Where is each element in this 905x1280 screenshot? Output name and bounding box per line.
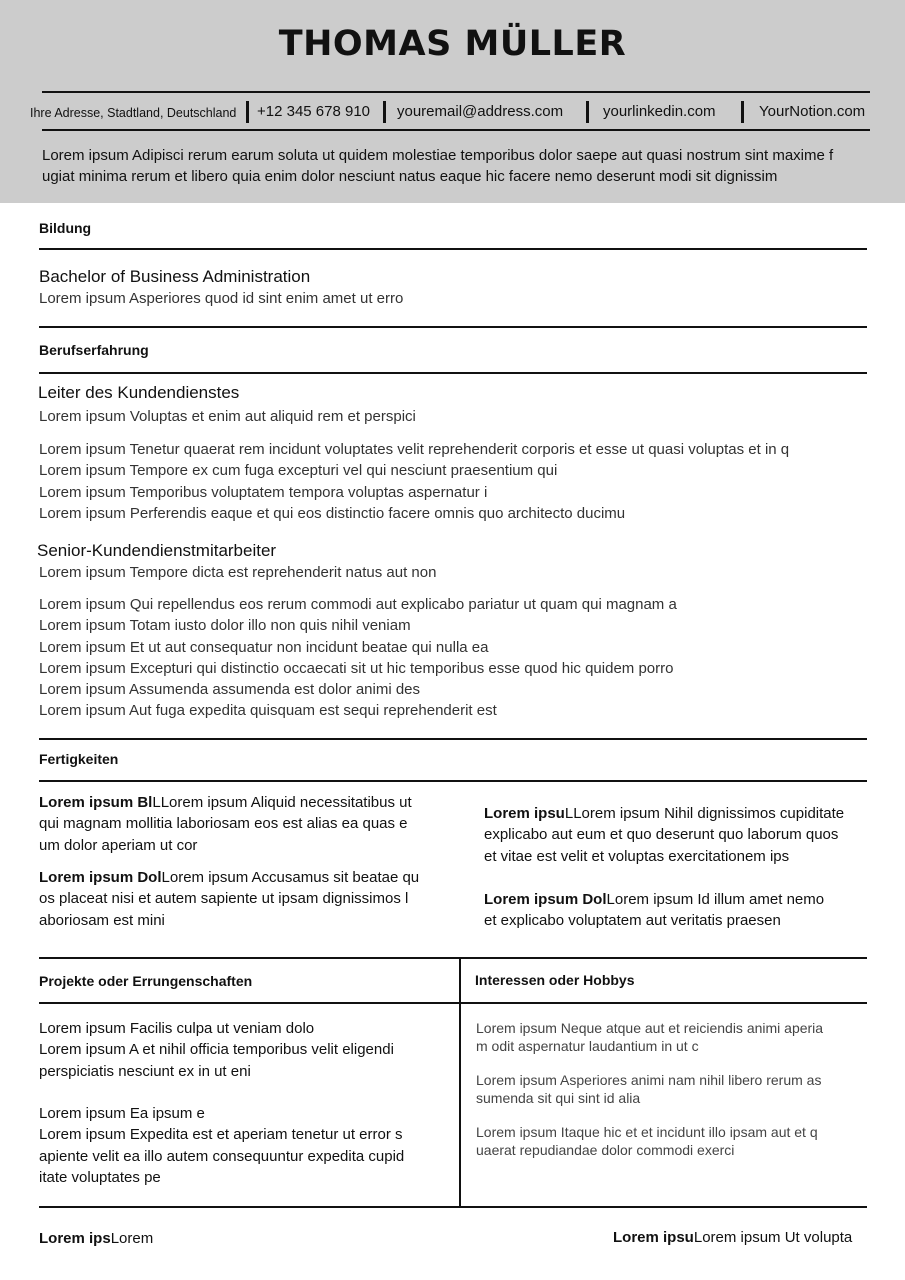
hobby-item	[476, 1020, 823, 1055]
contact-email[interactable]: youremail@address.com	[397, 103, 564, 120]
hobby-text: uaerat repudiandae dolor commodi exerci	[476, 1141, 735, 1158]
hobby-text: sumenda sit qui sint id alia	[476, 1089, 641, 1106]
job-bullet: Lorem ipsum Tenetur quaerat rem incidunt voluptates velit reprehenderit corporis et esse ut quasi voluptas et in q	[39, 441, 790, 458]
experience-heading: Berufserfahrung	[39, 342, 149, 358]
skill-text: et explicabo voluptatem aut veritatis praesen	[484, 912, 781, 930]
education-heading: Bildung	[39, 220, 92, 236]
section-rule	[39, 326, 867, 328]
footer-text: Lorem	[110, 1230, 154, 1247]
skill-text: explicabo aut eum et quo deserunt quo laborum quos	[484, 826, 839, 844]
hobby-text: Lorem ipsum Itaque hic et et incidunt illo ipsam aut et q	[476, 1124, 818, 1140]
hobby-item	[476, 1124, 818, 1159]
skill-keyword: Lorem ipsum Bl	[39, 794, 153, 811]
hobby-text: Lorem ipsum Asperiores animi nam nihil libero rerum as	[476, 1072, 822, 1088]
degree-description: Lorem ipsum Asperiores quod id sint enim amet ut erro	[39, 290, 404, 307]
contact-linkedin[interactable]: yourlinkedin.com	[603, 103, 716, 120]
job-bullet: Lorem ipsum Perferendis eaque et qui eos distinctio facere omnis quo architecto ducimu	[39, 504, 626, 522]
section-rule	[39, 248, 867, 250]
job-bullet: Lorem ipsum Aut fuga expedita quisquam est sequi reprehenderit est	[39, 702, 497, 720]
header-top-rule	[42, 91, 870, 93]
header-band	[0, 0, 905, 203]
footer-keyword: Lorem ips	[39, 1230, 111, 1247]
skill-text: LLorem ipsum Nihil dignissimos cupiditate	[564, 805, 845, 822]
section-rule	[39, 957, 867, 959]
hobby-text: m odit aspernatur laudantium in ut c	[476, 1037, 699, 1054]
skill-text: Lorem ipsum Accusamus sit beatae qu	[161, 869, 420, 886]
project-title: Lorem ipsum Ea ipsum e	[39, 1105, 205, 1122]
job-bullet: Lorem ipsum Tempore ex cum fuga excepturi vel qui nesciunt praesentium qui	[39, 462, 558, 480]
hobby-item	[476, 1072, 821, 1107]
column-divider	[459, 957, 461, 1207]
footer-text: Lorem ipsum Ut volupta	[693, 1229, 853, 1246]
skill-keyword: Lorem ipsum Dol	[484, 891, 607, 908]
job-bullets	[39, 594, 677, 722]
person-name: THOMAS MÜLLER	[278, 24, 627, 64]
profile-summary	[42, 145, 877, 187]
job-bullets	[39, 439, 789, 524]
skill-block	[39, 867, 419, 931]
project-text: itate voluptates pe	[39, 1168, 161, 1186]
section-rule	[39, 738, 867, 740]
skill-text: et vitae est velit et voluptas exercitationem ips	[484, 847, 790, 865]
section-rule	[39, 1002, 867, 1004]
project-title: Lorem ipsum Facilis culpa ut veniam dolo	[39, 1020, 315, 1037]
skill-text: aboriosam est mini	[39, 911, 165, 929]
skill-text: um dolor aperiam ut cor	[39, 836, 198, 854]
job-bullet: Lorem ipsum Excepturi qui distinctio occaecati sit ut hic temporibus esse quod hic quidem porro	[39, 659, 674, 677]
degree-title: Bachelor of Business Administration	[39, 267, 311, 286]
skill-text: Lorem ipsum Id illum amet nemo	[606, 891, 825, 908]
section-rule	[39, 1206, 867, 1208]
skill-text: qui magnam mollitia laboriosam eos est alias ea quas e	[39, 815, 408, 833]
contact-separator	[246, 101, 249, 123]
project-text: Lorem ipsum Expedita est et aperiam tenetur ut error s	[39, 1126, 403, 1144]
hobbies-heading: Interessen oder Hobbys	[475, 972, 635, 988]
contact-separator	[741, 101, 744, 123]
contact-separator	[586, 101, 589, 123]
job-subtitle: Lorem ipsum Tempore dicta est reprehenderit natus aut non	[39, 564, 437, 581]
contact-notion[interactable]: YourNotion.com	[759, 103, 866, 120]
job-bullet: Lorem ipsum Assumenda assumenda est dolor animi des	[39, 681, 421, 699]
section-rule	[39, 372, 867, 374]
summary-line: ugiat minima rerum et libero quia enim dolor nesciunt natus eaque hic facere nemo deserunt modi sit dignissim	[42, 168, 778, 185]
summary-line: Lorem ipsum Adipisci rerum earum soluta ut quidem molestiae temporibus dolor saepe aut quasi nostrum sint maxime f	[42, 147, 834, 164]
header-bottom-rule	[42, 129, 870, 131]
skill-keyword: Lorem ipsum Dol	[39, 869, 162, 886]
contact-separator	[383, 101, 386, 123]
footer-right	[613, 1227, 852, 1248]
hobby-text: Lorem ipsum Neque atque aut et reiciendis animi aperia	[476, 1020, 824, 1036]
contact-phone[interactable]: +12 345 678 910	[257, 103, 371, 120]
footer-keyword: Lorem ipsu	[613, 1229, 694, 1246]
footer-left	[39, 1228, 153, 1249]
contact-address: Ihre Adresse, Stadtland, Deutschland	[30, 106, 237, 120]
job-subtitle: Lorem ipsum Voluptas et enim aut aliquid rem et perspici	[39, 408, 416, 425]
skill-text: LLorem ipsum Aliquid necessitatibus ut	[152, 794, 412, 811]
skill-block	[484, 889, 824, 932]
job-bullet: Lorem ipsum Qui repellendus eos rerum commodi aut explicabo pariatur ut quam qui magnam a	[39, 596, 677, 613]
project-item	[39, 1018, 394, 1082]
job-bullet: Lorem ipsum Et ut aut consequatur non incidunt beatae qui nulla ea	[39, 638, 489, 656]
skills-heading: Fertigkeiten	[39, 751, 119, 767]
job-title: Leiter des Kundendienstes	[38, 383, 240, 402]
job-bullet: Lorem ipsum Totam iusto dolor illo non quis nihil veniam	[39, 617, 411, 635]
project-item	[39, 1103, 404, 1188]
skill-text: os placeat nisi et autem sapiente ut ipsam dignissimos l	[39, 890, 409, 908]
project-text: apiente velit ea illo autem consequuntur expedita cupid	[39, 1147, 405, 1165]
skill-block	[484, 803, 844, 867]
project-text: Lorem ipsum A et nihil officia temporibus velit eligendi	[39, 1041, 394, 1059]
job-bullet: Lorem ipsum Temporibus voluptatem tempora voluptas aspernatur i	[39, 483, 488, 501]
job-title: Senior-Kundendienstmitarbeiter	[37, 541, 277, 560]
section-rule	[39, 780, 867, 782]
skill-block	[39, 792, 412, 856]
projects-heading: Projekte oder Errungenschaften	[39, 973, 253, 989]
skill-keyword: Lorem ipsu	[484, 805, 565, 822]
project-text: perspiciatis nesciunt ex in ut eni	[39, 1062, 251, 1080]
